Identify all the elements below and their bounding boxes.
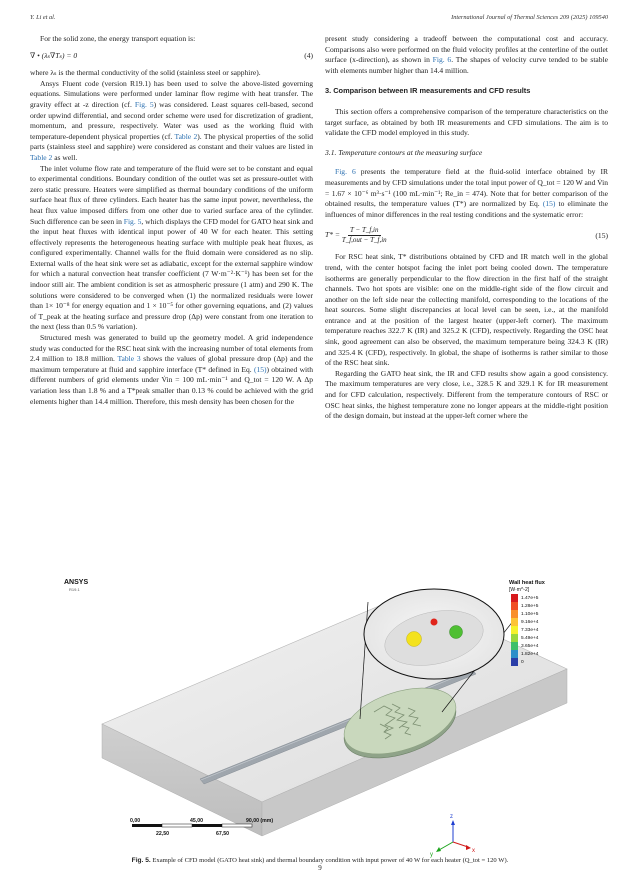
legend-title: Wall heat flux <box>509 580 545 586</box>
scale-label-67-5: 67,50 <box>216 831 229 837</box>
scale-label-45: 45,00 <box>190 818 203 824</box>
legend-unit: [W·m^-2] <box>509 587 530 593</box>
link-fig6[interactable]: Fig. 6 <box>432 55 452 65</box>
equation-4-number: (4) <box>304 50 313 60</box>
legend-value-label: 1.28e+5 <box>521 604 539 609</box>
legend-swatch <box>511 602 518 610</box>
caption-text: Example of CFD model (GATO heat sink) and thermal boundary condition with input power of 40 W for each heater (Q_tot = 120 W). <box>152 857 509 864</box>
paragraph-gato: Regarding the GATO heat sink, the IR and CFD results show again a good consistency. The maximum temperatures are very close, i.e., 328.5 K and 329.1 K for IR measurement and for CFD calculation, respectively. Different from the temperature contours of RSC or OSC heat sinks, the highest temperature zone no longer appears at the middle-right position of the design domain, but instead at the upper-left corner where the <box>325 368 608 421</box>
equation-15-body: T* = $\frac{T - T\_f,in}{\text{T\_f,out − T\_f,in}}$ <box>325 226 387 245</box>
caption-label: Fig. 5. <box>131 857 151 864</box>
axis-triad <box>430 814 475 858</box>
heat-flux-legend <box>509 580 546 666</box>
legend-value-label: 9.16e+4 <box>521 620 539 625</box>
legend-swatch <box>511 610 518 618</box>
axis-label-y: y <box>430 852 433 858</box>
scale-label-90: 90,00 (mm) <box>246 818 274 824</box>
heater-hotspot-red <box>431 619 438 626</box>
legend-swatch <box>511 626 518 634</box>
paragraph-continued: present study considering a tradeoff between the computational cost and accuracy. Comparisons also were performed on the fluid velocity profiles at the centerline of the outlet surface (x-direction), as shown in Fig. 6. The shapes of velocity curve tended to be stable with elements number higher than 14.4 million. <box>325 34 609 75</box>
link-table3[interactable]: Table 3 <box>117 354 141 364</box>
legend-swatch <box>511 642 518 650</box>
running-header-authors: Y. Li et al. <box>30 14 56 21</box>
scale-label-22-5: 22,50 <box>156 831 169 837</box>
left-column <box>30 34 313 407</box>
equation-4 <box>30 51 313 62</box>
scale-label-0: 0,00 <box>130 818 141 824</box>
paragraph-mesh: Structured mesh was generated to build up the geometry model. A grid independence study was conducted for the RSC heat sink with the increasing number of total elements from 2.4 million to 18.8 million. Table 3 shows the values of global pressure drop (Δp) and the maximum temperature at fluid and sapphire interface (T* defined in Eq. (15)) obtained with different numbers of grid elements under V̇in = 100 mL·min⁻¹ and Q_tot = 120 W. A Δp variation less than 1.8 % and a T*peak smaller than 0.13 % could be achieved with the grid elements higher than 14.4 million. Therefore, this mesh density has been chosen for the <box>30 333 314 406</box>
heater-hotspot-green <box>450 626 463 639</box>
equation-15-fraction: $\frac{T - T\_f,in}{\text{T\_f,out − T\_f,in}}$ <box>341 226 387 245</box>
link-fig5[interactable]: Fig. 5 <box>134 99 154 109</box>
running-header-journal: International Journal of Thermal Sciences 209 (2025) 109540 <box>451 14 608 21</box>
section-heading-3: 3. Comparison between IR measurements and CFD results <box>325 86 531 96</box>
equation-15 <box>325 226 608 245</box>
legend-value-label: 7.33e+4 <box>521 628 539 633</box>
paragraph-ansys: Ansys Fluent code (version R19.1) has been used to solve the above-listed governing equations. Simulations were performed under laminar flow regime with heat transfer. The gravity effect at -z direction (cf. Fig. 5) was considered. Least squares cell-based, second order upwind differential, and second order scheme were used for discretization of gradient, momentum, and pressure, respectively. Water was used as the working fluid with temperature-dependent physical properties (cf. Table 2). The physical properties of the solid parts (stainless steel and sapphire) were considered as constant and their values are listed in Table 2 as well. <box>30 78 314 162</box>
legend-swatch <box>511 650 518 658</box>
link-fig6[interactable]: Fig. 6 <box>335 167 356 177</box>
paragraph-fig6: Fig. 6 presents the temperature field at the fluid-solid interface obtained by IR measurements and by CFD simulations under the total input power of Q_tot = 120 W and V̇in = 1.67 × 10⁻⁶ m³·s⁻¹ (100 mL·min⁻¹; Re_in = 474). Note that for better comparison of the obtained results, the temperature values (T*) are normalized by Eq. (15) to eliminate the influences of minor differences in the real testing conditions and the systematic error: <box>325 167 609 219</box>
figure-5-caption <box>30 857 610 864</box>
paragraph-solid-intro: For the solid zone, the energy transport equation is: <box>40 34 196 43</box>
heater-hotspot-yellow <box>407 632 422 647</box>
legend-swatch <box>511 634 518 642</box>
equation-4-body: ∇ • (λₛ∇Tₛ) = 0 <box>30 50 78 60</box>
ansys-version: R19.1 <box>69 587 80 592</box>
legend-swatch <box>511 594 518 602</box>
paragraph-inlet: The inlet volume flow rate and temperature of the fluid were set to be constant and equal to experimental conditions. Boundary condition of the outlet was set as pressure-outlet with zero static pressure. Heaters were simplified as thermal boundary conditions of the uniform surface heat flux of three cylinders. Each heater has the same input power, nevertheless, the heat flux value imposed differs from one other due to varied surface area of the cylinder. Such difference can be seen in Fig. 5, which displays the CFD model for GATO heat sink and the input heat fluxes with identical input power of 40 W for each heater. This setting effectively represents the heterogeneous heating surface with multiple peak heat fluxes, as configured experimentally. Channel walls for the fluid domain were considered as no slip. External walls of the heat sink were set as adiabatic, except for the external sapphire window for which a natural convection heat transfer coefficient (7 W·m⁻²·K⁻¹) has been set for the indoor still air. The ambient condition is set as atmospheric pressure (1 atm) and 290 K. The solutions were considered to be converged when (1) the normalized residuals were lower than 1× 10⁻⁸ for energy equation and 1 × 10⁻⁵ for other governing equations, and (2) values of T_peak at the heating surface and pressure drop (Δp) were constant from one iteration to the next (less than 0.5 % variation). <box>30 163 313 332</box>
legend-value-label: 1.82e+4 <box>521 652 539 657</box>
right-column <box>325 34 608 422</box>
legend-value-label: 1.10e+5 <box>521 612 539 617</box>
figure-5-cfd-model <box>62 574 582 864</box>
link-eq15[interactable]: (15) <box>542 199 556 209</box>
link-fig5[interactable]: Fig. 5 <box>123 216 142 226</box>
link-eq15[interactable]: (15) <box>253 364 267 374</box>
legend-value-label: 3.65e+4 <box>521 644 539 649</box>
paragraph-where: where λₛ is the thermal conductivity of the solid (stainless steel or sapphire). <box>30 68 261 78</box>
legend-value-label: 5.49e+4 <box>521 636 539 641</box>
paragraph-section3: This section offers a comprehensive comparison of the temperature characteristics on the target surface, as obtained by both IR measurements and CFD simulations. The aim is to validate the CFD model employed in this study. <box>325 106 608 138</box>
link-table2[interactable]: Table 2 <box>174 131 198 141</box>
ansys-logo: ANSYS <box>64 579 89 586</box>
legend-value-label: 0 <box>521 660 524 665</box>
legend-value-label: 1.47e+5 <box>521 596 539 601</box>
zoom-inset-bubble <box>364 589 504 679</box>
paragraph-rsc: For RSC heat sink, T* distributions obtained by CFD and IR match well in the global trend, with the center hotspot facing the inlet port being cooled down. The temperature isotherms are generally perpendicular to the flow direction in the first half of the straight channels. Two hot spots are visible: one on the middle-right side of the flow circuit and another on the left side near the collecting manifold, corresponding to the locations of the heat sources. Some slight discrepancies at local level can be seen, i.e., at the manifold entrance and at the position of the largest heater (upper-left corner). The maximum temperature reaches 322.7 K (IR) and 325.2 K (CFD), respectively. Regarding the OSC heat sink, good agreement can also be observed, the maximum temperature being 324.3 K (IR) and 325.4 K (CFD), respectively. In global, the shape of isotherms is rather similar to those of the RSC heat sink. <box>325 252 608 368</box>
legend-swatch <box>511 658 518 666</box>
legend-swatch <box>511 618 518 626</box>
page-number: 9 <box>318 864 322 872</box>
link-table2[interactable]: Table 2 <box>30 152 53 162</box>
equation-15-number: (15) <box>595 230 608 240</box>
subsection-heading-3-1: 3.1. Temperature contours at the measuring surface <box>325 147 483 157</box>
axis-label-x: x <box>472 848 475 854</box>
axis-label-z: z <box>450 814 453 820</box>
